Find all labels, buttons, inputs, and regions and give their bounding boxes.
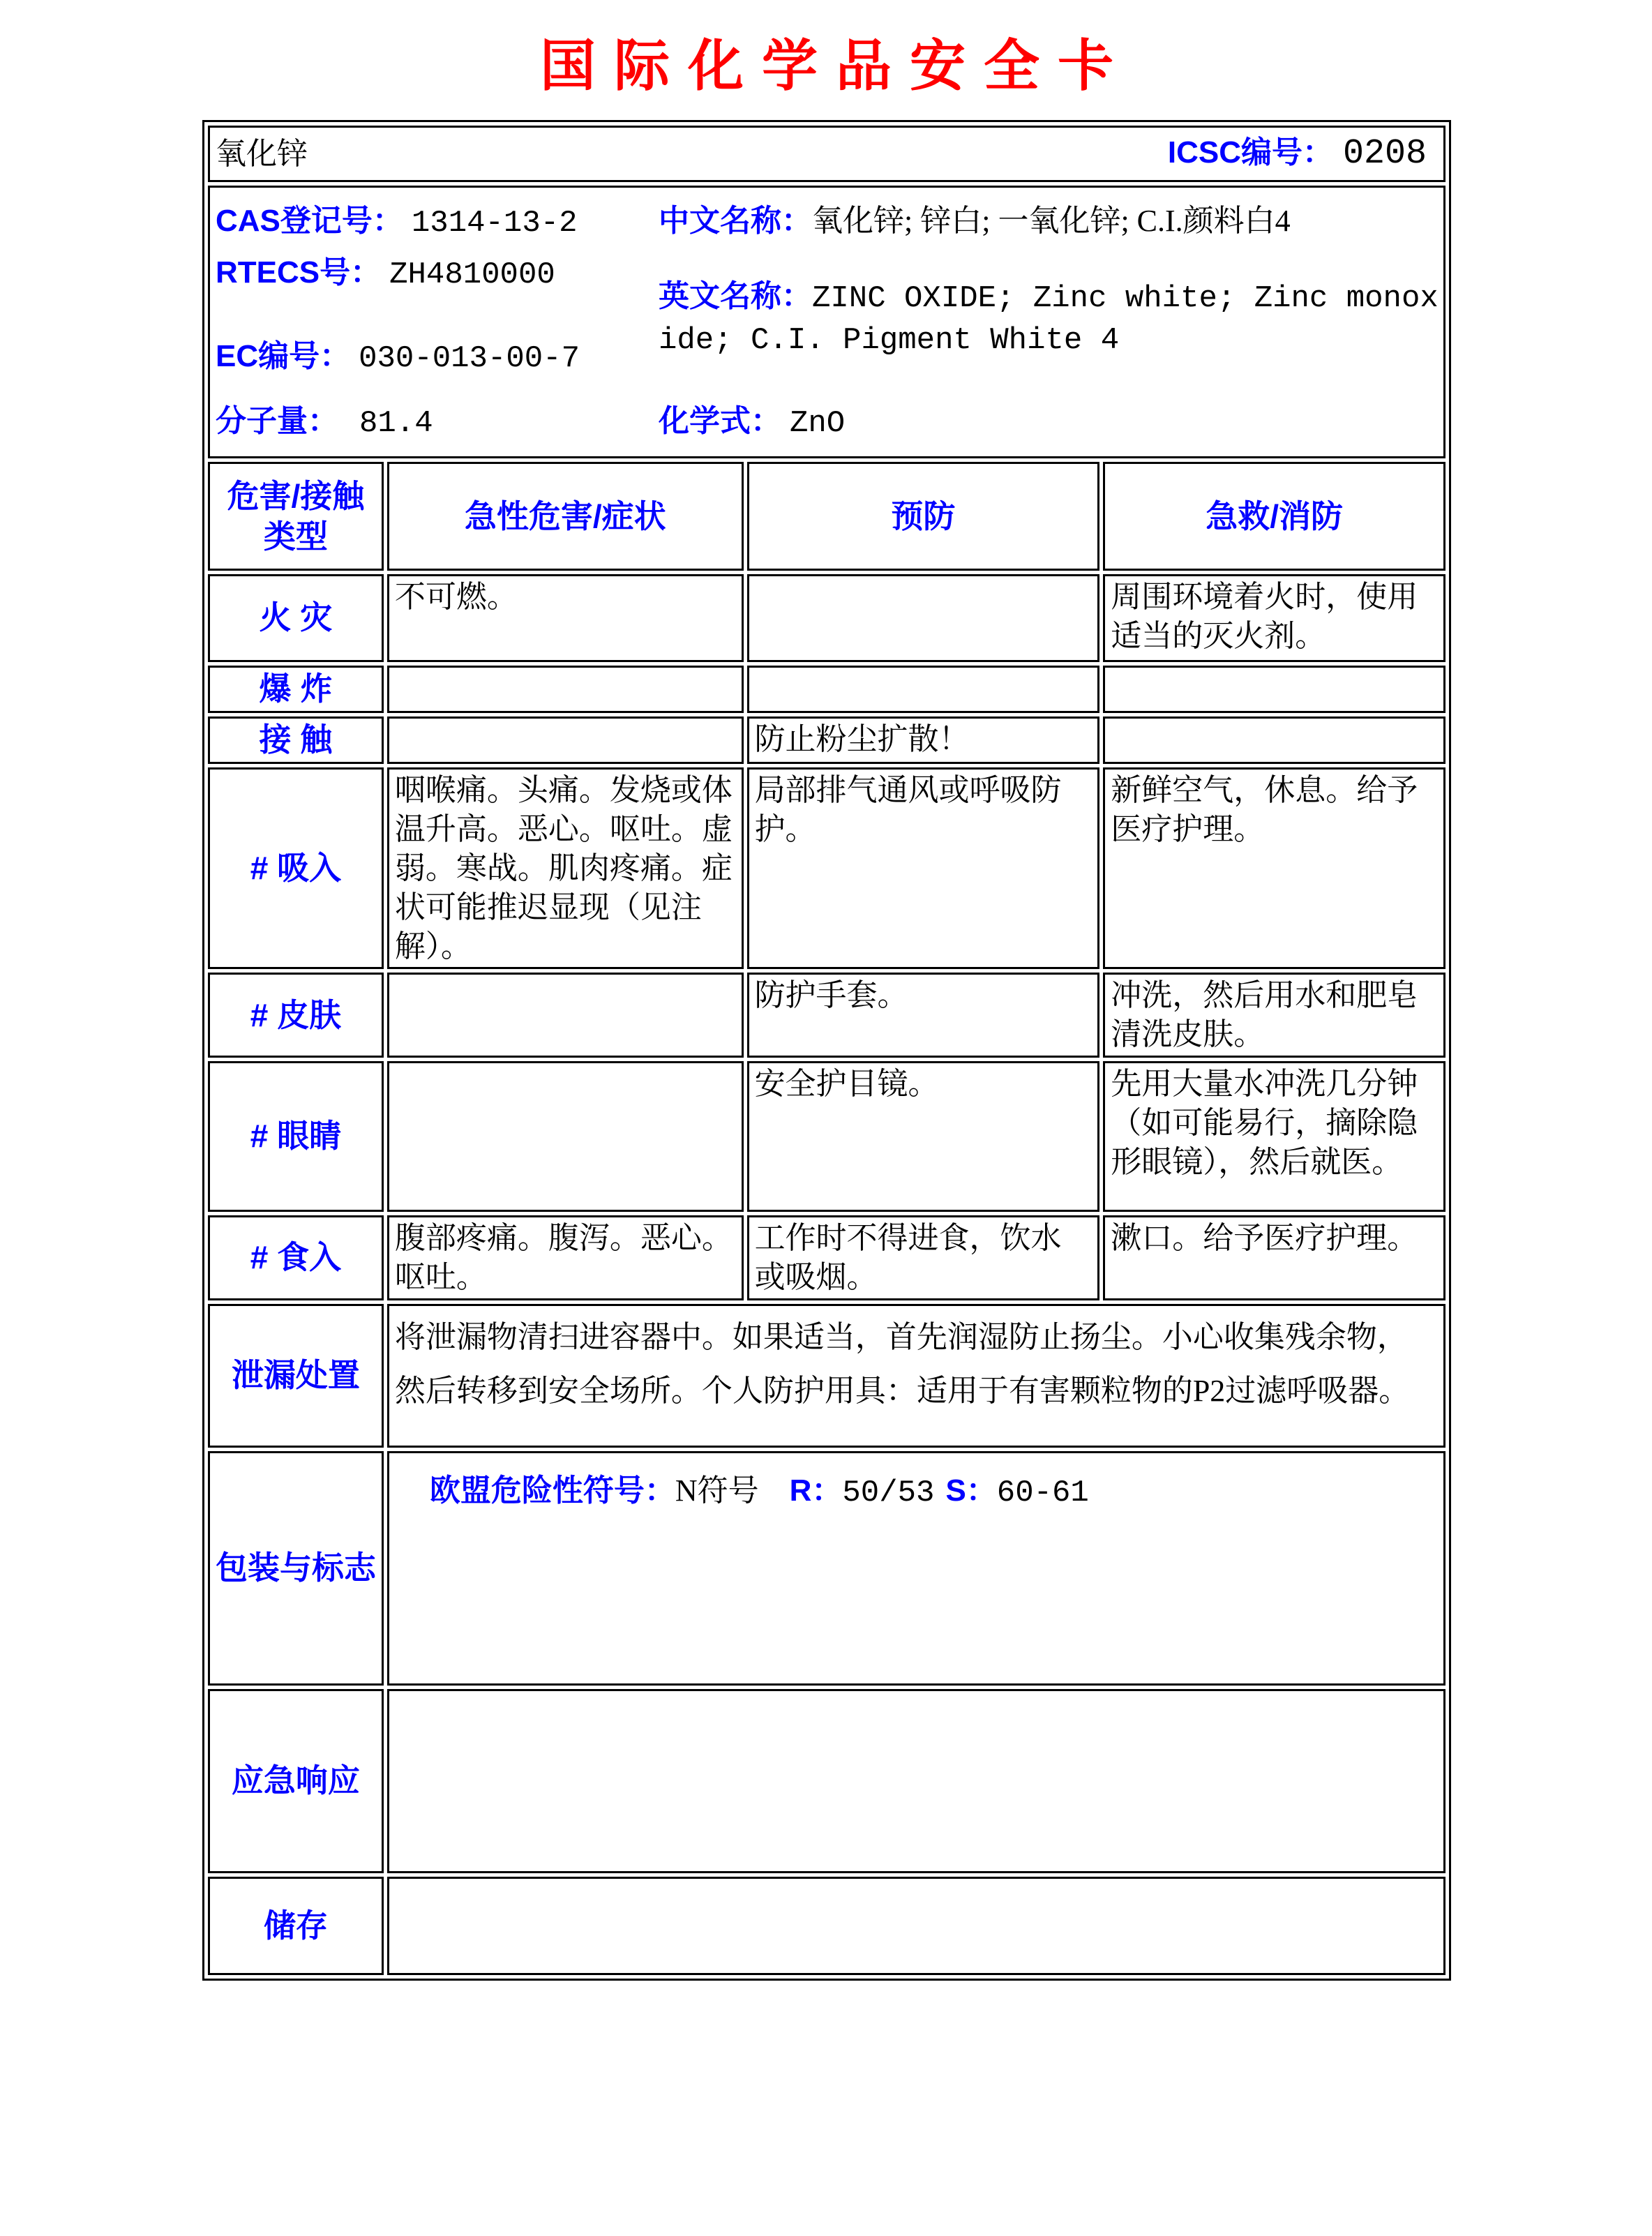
header-prevention: 预防 [747, 462, 1100, 571]
row-inhalation [208, 767, 1446, 969]
ec-number-label: EC编号： [216, 338, 351, 373]
contact-symptoms [387, 716, 744, 764]
ec-number-line [216, 337, 659, 379]
inhalation-firstaid: 新鲜空气，休息。给予医疗护理。 [1103, 767, 1446, 969]
formula-label: 化学式： [659, 404, 781, 439]
skin-firstaid: 冲洗，然后用水和肥皂清洗皮肤。 [1103, 973, 1446, 1058]
inhalation-label: # 吸入 [208, 767, 384, 969]
spillage-content: 将泄漏物清扫进容器中。如果适当，首先润湿防止扬尘。小心收集残余物，然后转移到安全场所。个人防护用具：适用于有害颗粒物的P2过滤呼吸器。 [387, 1304, 1446, 1448]
english-name-label: 英文名称： [659, 278, 812, 313]
ingestion-prevention: 工作时不得进食，饮水或吸烟。 [747, 1215, 1100, 1300]
storage-label: 储存 [208, 1877, 384, 1975]
explosion-symptoms [387, 666, 744, 713]
header-symptoms: 急性危害/症状 [387, 462, 744, 571]
identity-info-row [208, 186, 1446, 458]
packaging-label: 包装与标志 [208, 1451, 384, 1686]
eyes-label: # 眼睛 [208, 1061, 384, 1212]
substance-name: 氧化锌 [216, 136, 308, 171]
header-hazard-type [208, 462, 384, 571]
ingestion-firstaid: 漱口。给予医疗护理。 [1103, 1215, 1446, 1300]
inhalation-symptoms: 咽喉痛。头痛。发烧或体温升高。恶心。呕吐。虚弱。寒战。肌肉疼痛。症状可能推迟显现（见注解）。 [387, 767, 744, 969]
registry-numbers-block [216, 195, 659, 402]
eyes-firstaid: 先用大量水冲洗几分钟（如可能易行，摘除隐形眼镜），然后就医。 [1103, 1061, 1446, 1212]
substance-header-flex [216, 132, 1438, 177]
row-storage [208, 1877, 1446, 1975]
inhalation-prevention: 局部排气通风或呼吸防护。 [747, 767, 1100, 969]
chinese-name-value: 氧化锌; 锌白; 一氧化锌; C.I.颜料白4 [812, 204, 1291, 238]
row-explosion [208, 666, 1446, 713]
header-hazard-type-line2: 类型 [263, 518, 328, 555]
skin-prevention: 防护手套。 [747, 973, 1100, 1058]
fire-symptoms: 不可燃。 [387, 574, 744, 662]
row-packaging [208, 1451, 1446, 1686]
molecular-weight-value: 81.4 [359, 406, 433, 442]
emergency-response-label: 应急响应 [208, 1689, 384, 1873]
ingestion-symptoms: 腹部疼痛。腹泻。恶心。呕吐。 [387, 1215, 744, 1300]
eu-hazard-symbol-label: 欧盟危险性符号： [429, 1473, 675, 1508]
icsc-number-label: ICSC编号： [1167, 135, 1333, 170]
header-firstaid: 急救/消防 [1103, 462, 1446, 571]
s-phrases-value: 60-61 [996, 1475, 1089, 1510]
row-emergency-response [208, 1689, 1446, 1873]
rtecs-number-label: RTECS号： [216, 255, 382, 290]
identity-info-top [216, 195, 1439, 402]
fire-label: 火 灾 [208, 574, 384, 662]
r-phrases-value: 50/53 [842, 1475, 935, 1510]
cas-number-value: 1314-13-2 [411, 206, 578, 241]
row-eyes [208, 1061, 1446, 1212]
skin-label: # 皮肤 [208, 973, 384, 1058]
chinese-name-line [659, 202, 1439, 241]
explosion-label: 爆 炸 [208, 666, 384, 713]
explosion-prevention [747, 666, 1100, 713]
rtecs-number-line [216, 253, 659, 295]
fire-firstaid: 周围环境着火时，使用适当的灭火剂。 [1103, 574, 1446, 662]
molecular-weight-label: 分子量： [216, 404, 338, 439]
spillage-label: 泄漏处置 [208, 1304, 384, 1448]
formula-group [659, 402, 845, 444]
skin-symptoms [387, 973, 744, 1058]
identity-info-wrap [210, 188, 1443, 456]
r-phrases-label: R： [789, 1473, 843, 1508]
english-name-line [659, 277, 1439, 361]
contact-firstaid [1103, 716, 1446, 764]
s-phrases-label: S： [945, 1473, 997, 1508]
icsc-card-table [202, 120, 1451, 1981]
rtecs-number-value: ZH4810000 [389, 257, 555, 292]
ingestion-label: # 食入 [208, 1215, 384, 1300]
emergency-response-content [387, 1689, 1446, 1873]
molecular-weight-group [216, 402, 659, 444]
eyes-prevention: 安全护目镜。 [747, 1061, 1100, 1212]
row-contact [208, 716, 1446, 764]
row-fire [208, 574, 1446, 662]
cas-number-line [216, 202, 659, 243]
eyes-symptoms [387, 1061, 744, 1212]
row-skin [208, 973, 1446, 1058]
substance-header-cell [208, 126, 1446, 182]
fire-prevention [747, 574, 1100, 662]
molecular-info-line [216, 402, 1439, 444]
explosion-firstaid [1103, 666, 1446, 713]
english-name-value: ZINC OXIDE; Zinc white; Zinc monoxide; C.I. Pigment White 4 [659, 280, 1439, 358]
chinese-name-label: 中文名称： [659, 204, 812, 238]
hazard-header-row [208, 462, 1446, 571]
substance-header-row [208, 126, 1446, 182]
row-spillage [208, 1304, 1446, 1448]
storage-content [387, 1877, 1446, 1975]
row-ingestion [208, 1215, 1446, 1300]
chemical-names-block [659, 195, 1439, 402]
eu-hazard-symbol-value: N符号 [675, 1473, 759, 1508]
identity-info-cell [208, 186, 1446, 458]
contact-label: 接 触 [208, 716, 384, 764]
icsc-number-value: 0208 [1342, 133, 1427, 174]
contact-prevention: 防止粉尘扩散！ [747, 716, 1100, 764]
icsc-number-group [1168, 132, 1438, 177]
header-hazard-type-line1: 危害/接触 [227, 477, 365, 514]
cas-number-label: CAS登记号： [216, 204, 403, 238]
ec-number-value: 030-013-00-7 [359, 340, 580, 376]
formula-value: ZnO [790, 406, 846, 442]
packaging-content [387, 1451, 1446, 1686]
page-title: 国际化学品安全卡 [540, 36, 1132, 98]
